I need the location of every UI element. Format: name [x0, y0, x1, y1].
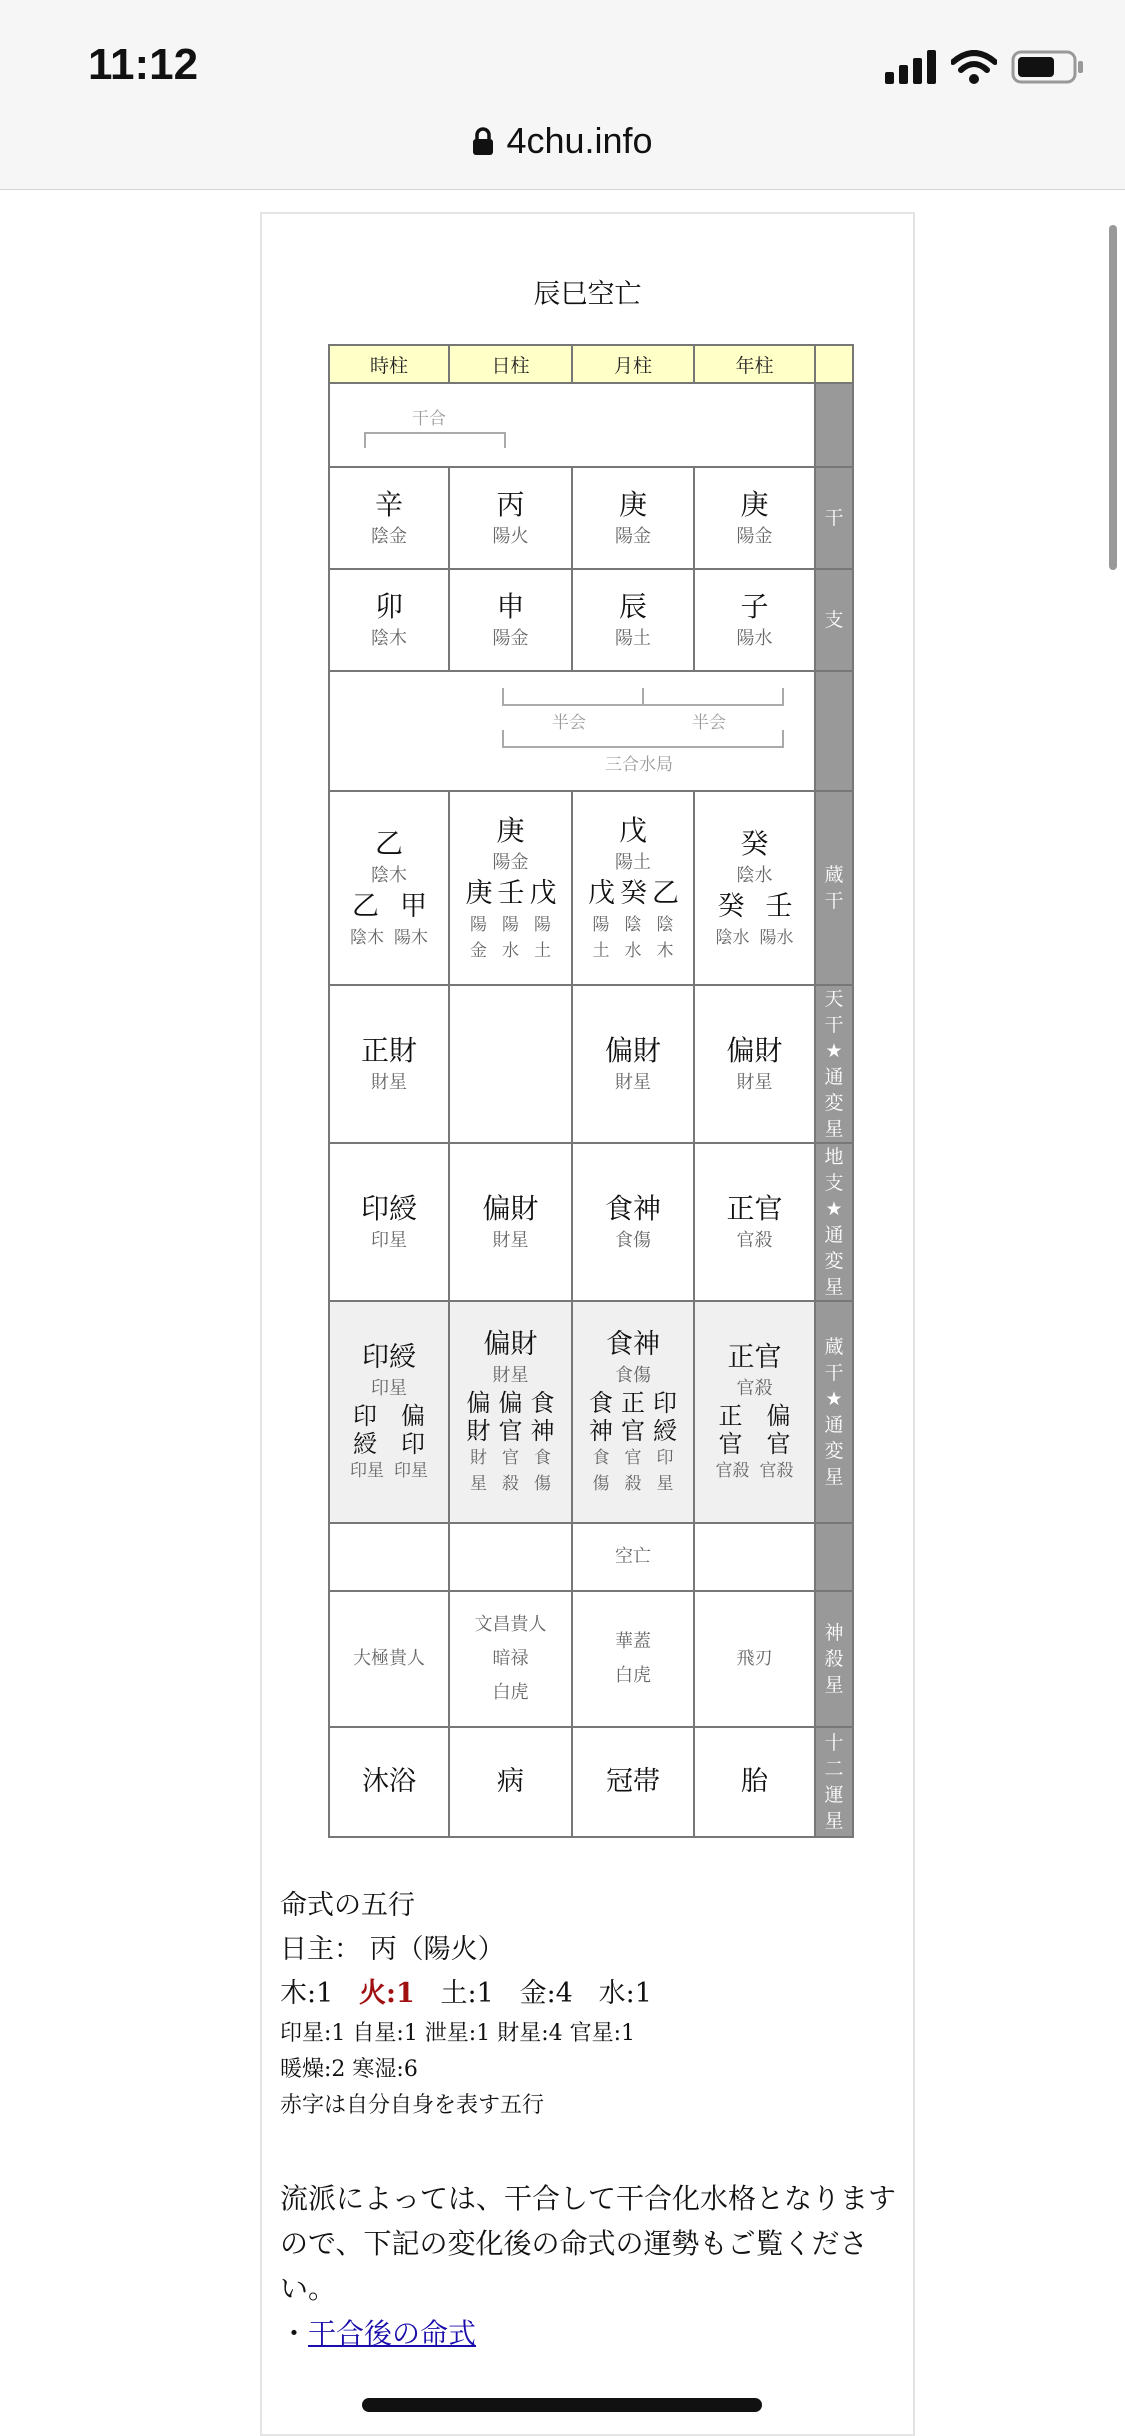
url-text[interactable]: 4chu.info	[506, 120, 653, 161]
zokan-year	[694, 791, 815, 985]
tsuhen-sub: 財星	[492, 1230, 529, 1251]
zokan-month	[572, 791, 694, 985]
tsuhen-sub: 印星	[371, 1230, 407, 1251]
zokan-char: 癸	[717, 891, 745, 922]
lock-icon	[472, 126, 494, 156]
shi-hour	[329, 569, 449, 671]
header-month: 月柱	[572, 345, 694, 383]
tsuhen-name: 偏財	[604, 1034, 661, 1067]
tsuhen-item-sub: 食 傷	[592, 1448, 610, 1494]
element-fire: 火:1	[359, 1978, 415, 2009]
shi-sub: 陽土	[615, 628, 651, 649]
tsuhen-item: 偏 官	[498, 1389, 523, 1445]
element-wood: 木:1	[280, 1978, 334, 2009]
kan-char: 庚	[740, 488, 769, 521]
sango-bracket	[502, 730, 784, 748]
kan-char: 辛	[374, 488, 403, 521]
kubo-year	[694, 1523, 815, 1591]
shi-char: 辰	[618, 590, 647, 623]
hankai-label-2: 半会	[692, 713, 726, 733]
zokan-day	[449, 791, 572, 985]
kango-paragraph	[280, 2176, 900, 2356]
zokan-char: 乙	[352, 891, 379, 922]
gogyo-note: 赤字は自分自身を表す五行	[280, 2093, 545, 2118]
zokan-side: 蔵 干	[815, 791, 853, 985]
shinsatsu-hour: 大極貴人	[329, 1591, 449, 1727]
tsuhen-item: 偏 財	[466, 1389, 491, 1445]
bullet: ・	[280, 2317, 309, 2350]
tenkan-tsuhen-side: 天 干 ★ 通 変 星	[815, 985, 853, 1143]
zokan-main: 癸	[740, 827, 769, 860]
home-indicator[interactable]	[362, 2398, 762, 2412]
content-card	[260, 212, 915, 2436]
zokan-sub: 陽 土	[592, 915, 610, 961]
zokan-mainsub: 陽土	[615, 852, 651, 873]
unsei-side: 十 二 運 星	[815, 1727, 853, 1837]
tsuhen-name: 印綬	[360, 1192, 417, 1225]
tenkan-tsuhen-day	[449, 985, 572, 1143]
chishi-tsuhen-day	[449, 1143, 572, 1301]
zokan-mainsub: 陽金	[492, 852, 529, 873]
header-row	[329, 345, 853, 383]
tsuhen-item: 偏 印	[401, 1402, 425, 1458]
chishi-tsuhen-hour	[329, 1143, 449, 1301]
tsuhen-sub: 官殺	[736, 1378, 773, 1399]
zokan-tsuhen-row	[329, 1301, 853, 1523]
kango-label: 干合	[412, 409, 446, 429]
zokan-mainsub: 陰水	[736, 865, 773, 886]
battery-icon	[1011, 50, 1085, 84]
shinsatsu-year: 飛刃	[694, 1591, 815, 1727]
kango-row	[329, 383, 853, 467]
status-time: 11:12	[88, 40, 199, 89]
tsuhen-item: 印 綬	[653, 1389, 677, 1445]
nisshu-line: 日主： 丙（陽火）	[280, 1934, 505, 1965]
element-water: 水:1	[598, 1978, 652, 2009]
zokan-main: 乙	[374, 827, 403, 860]
kan-day	[449, 467, 572, 569]
address-bar[interactable]	[0, 120, 1125, 190]
kan-side: 干	[815, 467, 853, 569]
zokan-sub: 陽 土	[534, 915, 551, 961]
status-bar	[0, 0, 1125, 120]
tenkan-tsuhen-row	[329, 985, 853, 1143]
tsuhen-item-sub: 財 星	[470, 1448, 487, 1494]
tsuhen-item-sub: 食 傷	[534, 1448, 551, 1494]
page-title: 辰巳空亡	[533, 279, 642, 310]
tsuhen-item-sub: 官殺	[715, 1461, 750, 1481]
relation-row	[329, 671, 853, 791]
zokan-sub: 陰 木	[656, 915, 674, 961]
zokan-char: 甲	[400, 891, 427, 922]
tsuhen-name: 正財	[360, 1034, 417, 1067]
shi-row	[329, 569, 853, 671]
tenkan-tsuhen-hour	[329, 985, 449, 1143]
tsuhen-item: 正 官	[621, 1389, 645, 1445]
tsuhen-name: 食神	[606, 1329, 660, 1360]
kan-row	[329, 467, 853, 569]
tsuhen-name: 偏財	[726, 1034, 783, 1067]
unsei-month: 冠帯	[572, 1727, 694, 1837]
zokan-char: 壬	[497, 878, 525, 909]
zokan-tsuhen-year	[694, 1301, 815, 1523]
element-counts	[280, 1972, 900, 2016]
header-side	[815, 345, 853, 383]
tsuhen-item: 偏 官	[766, 1402, 791, 1458]
kubo-hour	[329, 1523, 449, 1591]
shi-month	[572, 569, 694, 671]
tsuhen-item: 正 官	[718, 1402, 743, 1458]
shinsatsu-row	[329, 1591, 853, 1727]
relation-side	[815, 671, 853, 791]
scrollbar-thumb[interactable]	[1109, 225, 1117, 570]
shi-sub: 陽水	[736, 628, 773, 649]
zokan-char: 乙	[652, 878, 679, 909]
kubo-month: 空亡	[572, 1523, 694, 1591]
zokan-sub: 陰 水	[624, 915, 642, 961]
kango-after-link[interactable]: 干合後の命式	[308, 2317, 477, 2350]
tsuhen-sub: 財星	[492, 1365, 529, 1386]
kan-sub: 陽火	[492, 526, 529, 547]
meishiki-table	[328, 344, 854, 1838]
tsuhen-item: 食 神	[589, 1389, 613, 1445]
header-year: 年柱	[694, 345, 815, 383]
tsuhen-item-sub: 印星	[350, 1461, 384, 1481]
unsei-day: 病	[449, 1727, 572, 1837]
zokan-char: 癸	[620, 878, 647, 909]
tsuhen-name: 正官	[727, 1342, 782, 1373]
temp-counts: 暖燥:2 寒湿:6	[280, 2057, 418, 2082]
kan-sub: 陰金	[371, 526, 407, 547]
paragraph-text: 流派によっては、干合して干合化水格となりますので、下記の変化後の命式の運勢もご覧ください。	[280, 2182, 897, 2305]
tsuhen-sub: 印星	[371, 1378, 407, 1399]
kan-char: 丙	[496, 488, 525, 521]
signal-icon	[885, 50, 937, 84]
zokan-char: 庚	[465, 878, 493, 909]
zokan-tsuhen-side: 蔵 干 ★ 通 変 星	[815, 1301, 853, 1523]
zokan-mainsub: 陰木	[371, 865, 407, 886]
tsuhen-item: 食 神	[530, 1389, 555, 1445]
element-metal: 金:4	[519, 1978, 573, 2009]
shi-char: 申	[496, 590, 525, 623]
tsuhen-sub: 官殺	[736, 1230, 773, 1251]
hankai-label-1: 半会	[552, 713, 586, 733]
tsuhen-sub: 食傷	[615, 1365, 651, 1386]
tenkan-tsuhen-year	[694, 985, 815, 1143]
tsuhen-item: 印 綬	[353, 1402, 377, 1458]
kango-side	[815, 383, 853, 467]
shi-sub: 陰木	[371, 628, 407, 649]
zokan-char: 戊	[588, 878, 615, 909]
chishi-tsuhen-month	[572, 1143, 694, 1301]
tsuhen-name: 正官	[726, 1192, 783, 1225]
tsuhen-name: 印綬	[362, 1342, 416, 1373]
chishi-tsuhen-row	[329, 1143, 853, 1301]
tsuhen-name: 偏財	[482, 1192, 539, 1225]
zokan-tsuhen-day	[449, 1301, 572, 1523]
kubo-day	[449, 1523, 572, 1591]
kan-char: 庚	[618, 488, 647, 521]
chishi-tsuhen-side: 地 支 ★ 通 変 星	[815, 1143, 853, 1301]
unsei-hour: 沐浴	[329, 1727, 449, 1837]
zokan-main: 庚	[496, 814, 525, 847]
relation-cell	[329, 671, 815, 791]
sango-label: 三合水局	[605, 755, 673, 775]
zokan-hour	[329, 791, 449, 985]
shi-side: 支	[815, 569, 853, 671]
tsuhen-sub: 財星	[615, 1072, 651, 1093]
shinsatsu-month: 華蓋 白虎	[572, 1591, 694, 1727]
tenkan-tsuhen-month	[572, 985, 694, 1143]
gogyo-heading: 命式の五行	[280, 1890, 415, 1921]
kubo-row	[329, 1523, 853, 1591]
tsuhen-sub: 財星	[371, 1072, 407, 1093]
zokan-row	[329, 791, 853, 985]
tsuhen-item-sub: 印星	[394, 1461, 428, 1481]
kango-bracket	[364, 432, 506, 448]
kan-month	[572, 467, 694, 569]
chishi-tsuhen-year	[694, 1143, 815, 1301]
zokan-sub: 陽 水	[502, 915, 519, 961]
kan-hour	[329, 467, 449, 569]
header-hour: 時柱	[329, 345, 449, 383]
tsuhen-sub: 食傷	[615, 1230, 651, 1251]
gogyo-section	[280, 1884, 900, 2124]
zokan-sub: 陰水	[715, 928, 750, 948]
zokan-sub: 陽木	[394, 928, 428, 948]
tsuhen-item-sub: 印 星	[656, 1448, 674, 1494]
element-earth: 土:1	[440, 1978, 494, 2009]
kango-cell	[329, 383, 815, 467]
tsuhen-item-sub: 官 殺	[502, 1448, 519, 1494]
tsuhen-item-sub: 官 殺	[624, 1448, 642, 1494]
zokan-tsuhen-month	[572, 1301, 694, 1523]
tsuhen-sub: 財星	[736, 1072, 773, 1093]
hankai-bracket-1	[502, 688, 644, 706]
shinsatsu-day: 文昌貴人 暗禄 白虎	[449, 1591, 572, 1727]
shi-year	[694, 569, 815, 671]
unsei-year: 胎	[694, 1727, 815, 1837]
status-icons	[885, 50, 1085, 84]
kan-sub: 陽金	[615, 526, 651, 547]
shi-sub: 陽金	[492, 628, 529, 649]
link-line	[280, 2311, 900, 2356]
zokan-char: 壬	[765, 891, 793, 922]
header-day: 日柱	[449, 345, 572, 383]
shi-char: 子	[740, 590, 769, 623]
wifi-icon	[951, 50, 997, 84]
hankai-bracket-2	[642, 688, 784, 706]
tsuhen-name: 食神	[604, 1192, 661, 1225]
zokan-sub: 陰木	[350, 928, 384, 948]
kan-year	[694, 467, 815, 569]
shinsatsu-side: 神 殺 星	[815, 1591, 853, 1727]
zokan-sub: 陽 金	[470, 915, 487, 961]
unsei-row	[329, 1727, 853, 1837]
zokan-sub: 陽水	[759, 928, 794, 948]
star-counts: 印星:1 自星:1 泄星:1 財星:4 官星:1	[280, 2021, 636, 2046]
tsuhen-name: 偏財	[483, 1329, 538, 1360]
kan-sub: 陽金	[736, 526, 773, 547]
shi-char: 卯	[374, 590, 403, 623]
shi-day	[449, 569, 572, 671]
kubo-side	[815, 1523, 853, 1591]
zokan-main: 戊	[618, 814, 647, 847]
tsuhen-item-sub: 官殺	[759, 1461, 794, 1481]
zokan-char: 戊	[529, 878, 557, 909]
zokan-tsuhen-hour	[329, 1301, 449, 1523]
